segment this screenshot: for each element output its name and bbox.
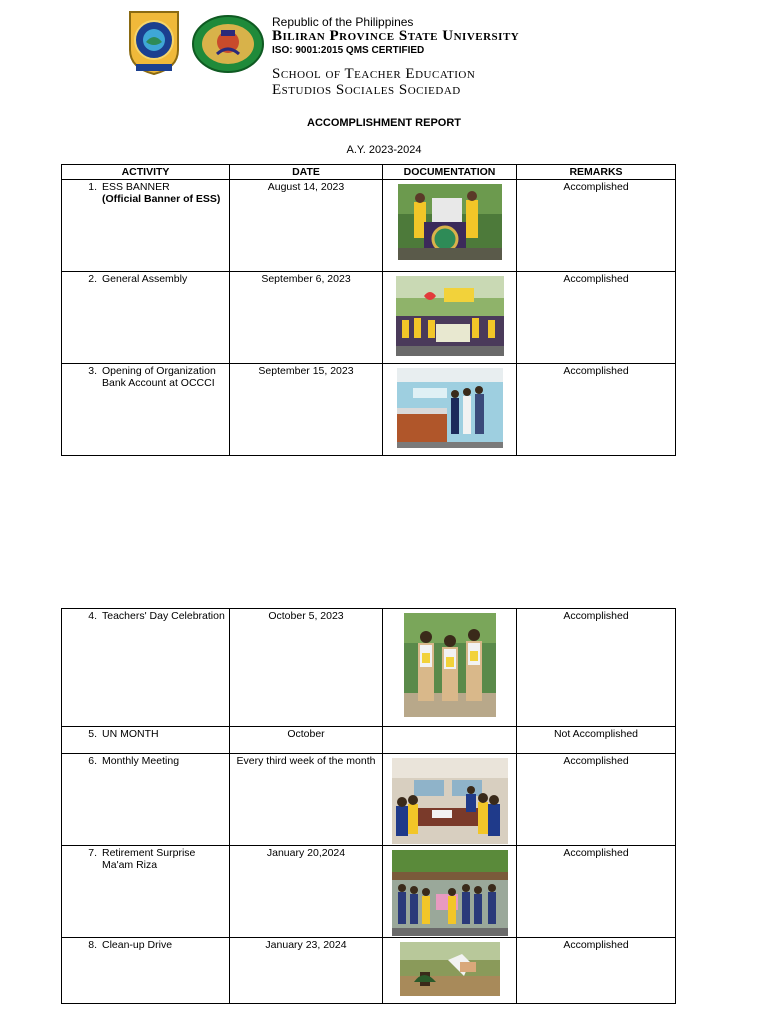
accomplishment-table <box>61 164 676 456</box>
row-number: 3. <box>88 365 97 377</box>
activity-subtitle: (Official Banner of ESS) <box>102 193 221 205</box>
row-number: 4. <box>88 610 97 622</box>
activity-date: October 5, 2023 <box>230 609 383 727</box>
activity-date: August 14, 2023 <box>230 180 383 272</box>
table-row <box>62 180 676 272</box>
documentation-empty <box>383 727 517 754</box>
photo-monthly-meeting <box>392 758 508 844</box>
row-number: 6. <box>88 755 97 767</box>
activity-name: Clean-up Drive <box>102 939 173 951</box>
university-seal-logo <box>124 8 184 76</box>
row-number: 8. <box>88 939 97 951</box>
republic-line: Republic of the Philippines <box>272 15 414 29</box>
table-row <box>62 846 676 938</box>
row-number: 2. <box>88 273 97 285</box>
table-header-row <box>62 165 676 180</box>
activity-date: Every third week of the month <box>230 754 383 846</box>
activity-name: ESS BANNER <box>102 181 170 193</box>
column-header-documentation: DOCUMENTATION <box>383 165 517 180</box>
activity-remarks: Accomplished <box>517 938 676 1004</box>
activity-date: September 15, 2023 <box>230 364 383 456</box>
letterhead <box>0 0 768 110</box>
academic-year: A.Y. 2023-2024 <box>346 144 422 156</box>
report-title: ACCOMPLISHMENT REPORT <box>307 117 461 129</box>
photo-general-assembly <box>396 276 504 356</box>
photo-bank-account <box>397 368 503 448</box>
activity-remarks: Accomplished <box>517 609 676 727</box>
organization-seal-logo <box>191 14 265 74</box>
table-row <box>62 938 676 1004</box>
activity-remarks: Accomplished <box>517 754 676 846</box>
activity-name: Opening of Organization Bank Account at OCCCI <box>102 365 216 389</box>
table-row <box>62 609 676 727</box>
iso-certification: ISO: 9001:2015 QMS CERTIFIED <box>272 45 425 56</box>
university-name: Biliran Province State University <box>272 28 520 44</box>
photo-clean-up-drive <box>400 942 500 996</box>
activity-name: UN MONTH <box>102 728 159 740</box>
column-header-remarks: REMARKS <box>517 165 676 180</box>
activity-name: Teachers' Day Celebration <box>102 610 225 622</box>
activity-date: September 6, 2023 <box>230 272 383 364</box>
activity-remarks: Accomplished <box>517 846 676 938</box>
activity-name: Monthly Meeting <box>102 755 180 767</box>
row-number: 7. <box>88 847 97 859</box>
activity-remarks: Accomplished <box>517 180 676 272</box>
school-name: School of Teacher Education <box>272 66 476 82</box>
photo-retirement-surprise <box>392 850 508 936</box>
activity-remarks: Accomplished <box>517 272 676 364</box>
column-header-date: DATE <box>230 165 383 180</box>
photo-teachers-day <box>404 613 496 717</box>
activity-remarks: Accomplished <box>517 364 676 456</box>
photo-banner <box>398 184 502 260</box>
table-row <box>62 754 676 846</box>
accomplishment-table-continued <box>61 608 676 1004</box>
activity-name: Retirement Surprise Ma'am Riza <box>102 847 196 871</box>
activity-date: January 20,2024 <box>230 846 383 938</box>
table-row <box>62 364 676 456</box>
activity-date: October <box>230 727 383 754</box>
table-row <box>62 727 676 754</box>
table-row <box>62 272 676 364</box>
row-number: 5. <box>88 728 97 740</box>
organization-name: Estudios Sociales Sociedad <box>272 82 461 98</box>
activity-remarks: Not Accomplished <box>517 727 676 754</box>
activity-name: General Assembly <box>102 273 188 285</box>
activity-date: January 23, 2024 <box>230 938 383 1004</box>
column-header-activity: ACTIVITY <box>62 165 230 180</box>
row-number: 1. <box>88 181 97 193</box>
